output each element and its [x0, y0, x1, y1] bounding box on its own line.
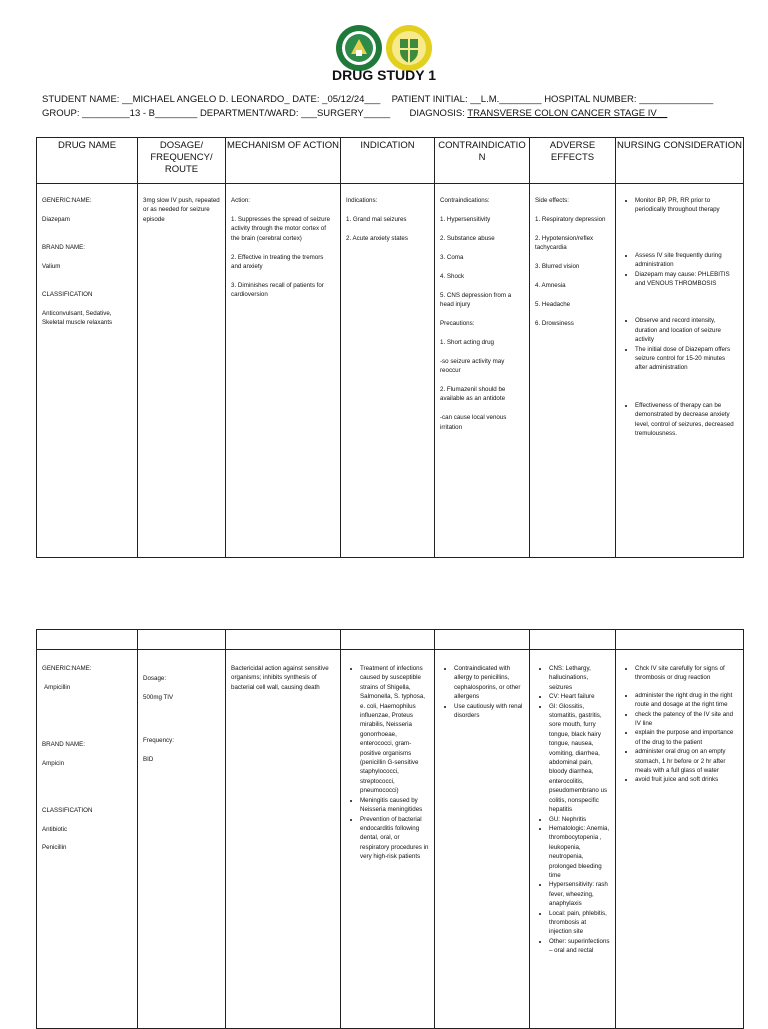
info-row-1 [42, 94, 713, 105]
nursing-item: • explain the purpose and importance of the drug to the patient [635, 728, 738, 747]
brand-name-label: BRAND NAME: [42, 740, 85, 748]
school-logos [0, 24, 768, 72]
table-row-ampicillin [37, 650, 744, 1029]
indication-item: • Meningitis caused by Neisseria meningitides [360, 796, 429, 815]
dosage-value: 500mg TIV [143, 693, 174, 701]
classification-value: Antibiotic [42, 825, 68, 833]
generic-name-value: Diazepam [42, 215, 70, 223]
indication-cell [341, 650, 434, 866]
brand-name-label: BRAND NAME: [42, 243, 85, 251]
precautions-line: Precautions: [440, 319, 475, 327]
indication-item: • Treatment of infections caused by susceptible strains of Shigella, Salmonella, S. typhosa, e. coli, Haemophilus influenzae, Proteus mirabilis, Neisseria gonorrhoeae, enterococci, gram-positive organisms (penicillin G-sensitive staphylococci, streptococci, pneumococci) [360, 664, 429, 796]
classification-label: CLASSIFICATION [42, 290, 93, 298]
hospital-number-label: HOSPITAL NUMBER: [544, 94, 637, 105]
mechanism-text: Bactericidal action against sensitive organisms; inhibits synthesis of bacterial cell wall, causing death [231, 665, 329, 691]
contraindication-line: 5. CNS depression from a head injury [440, 291, 512, 308]
header-mechanism: MECHANISM OF ACTION [226, 138, 341, 184]
header-nursing-consideration: NURSING CONSIDERATION [616, 138, 744, 184]
group-value: _________13 - B________ [82, 108, 198, 119]
nursing-item: • Effectiveness of therapy can be demonstrated by decrease anxiety level, control of seizures, decreased tremulousness. [635, 401, 738, 439]
mechanism-line: Action: [231, 197, 250, 204]
hospital-number-value: ______________ [639, 94, 714, 105]
classification-value: Anticonvulsant, Sedative, Skeletal muscle relaxants [42, 309, 113, 326]
nursing-consideration-cell [616, 650, 743, 789]
header-contraindication: CONTRAINDICATIO N [435, 138, 530, 184]
nursing-item: • check the patency of the IV site and IV line [635, 710, 738, 729]
header-drug-name: DRUG NAME [37, 138, 138, 184]
classification-label: CLASSIFICATION [42, 806, 93, 814]
nursing-item: • Observe and record intensity, duration and location of seizure activity [635, 316, 738, 344]
dosage-cell [138, 650, 225, 778]
contraindication-line: 3. Coma [440, 253, 464, 261]
nursing-consideration-cell [616, 184, 743, 443]
generic-name-label: GENERIC:NAME: [42, 197, 92, 204]
header-dosage: DOSAGE/ FREQUENCY/ ROUTE [138, 138, 226, 184]
adverse-line: 2. Hypotension/reflex tachycardia [535, 234, 594, 252]
adverse-line: 3. Blurred vision [535, 263, 580, 271]
date-value: _05/12/24___ [322, 94, 381, 105]
precautions-line: 1. Short acting drug [440, 338, 495, 346]
adverse-line: 6. Drowsiness [535, 319, 574, 327]
precautions-line: -can cause local venous irritation [440, 414, 507, 431]
contraindication-cell [435, 650, 529, 724]
precautions-line: -so seizure activity may reoccur [440, 357, 505, 375]
nursing-item: • administer the right drug in the right route and dosage at the right time [635, 691, 738, 710]
student-name-value: __MICHAEL ANGELO D. LEONARDO_ [122, 94, 290, 105]
contraindication-line: 4. Shock [440, 272, 465, 280]
diagnosis-label: DIAGNOSIS: [409, 108, 465, 119]
diagnosis-value: TRANSVERSE COLON CANCER STAGE IV__ [467, 108, 668, 119]
page-title: DRUG STUDY 1 [332, 67, 436, 83]
empty-header-row [37, 630, 744, 650]
info-row-2 [42, 108, 667, 119]
group-label: GROUP: [42, 108, 80, 119]
nursing-item: • Diazepam may cause: PHLEBITIS and VENOUS THROMBOSIS [635, 270, 738, 289]
adverse-item: • GU: Nephritis [549, 815, 610, 824]
patient-initial-label: PATIENT INITIAL: [391, 94, 468, 105]
nursing-item: • administer oral drug on an empty stomach, 1 hr before or 2 hr after meals with a full glass of water [635, 747, 738, 775]
generic-name-label: GENERIC:NAME: [42, 665, 92, 672]
mechanism-line: 1. Suppresses the spread of seizure activity through the motor cortex of the brain (cerebral cortex) [231, 215, 331, 242]
brand-name-value: Ampicin [42, 759, 65, 767]
drug-name-cell [37, 650, 137, 866]
adverse-line: Side effects: [535, 197, 569, 204]
brand-name-value: Valium [42, 262, 61, 270]
adverse-effects-cell [530, 650, 615, 960]
contraindication-item: • Contraindicated with allergy to penicillins, cephalosporins, or other allergens [454, 664, 524, 702]
indication-line: 1. Grand mal seizures [346, 215, 407, 223]
university-seal-logo [335, 24, 383, 72]
nursing-item: • The initial dose of Diazepam offers seizure control for 15-20 minutes after administration [635, 345, 738, 373]
generic-name-value: Ampicillin [44, 683, 71, 691]
precautions-line: 2. Flumazenil should be available as an antidote [440, 385, 506, 403]
mechanism-line: 3. Diminishes recall of patients for cardioversion [231, 281, 324, 299]
indication-item: • Prevention of bacterial endocarditis following dental, oral, or respiratory procedures in very high-risk patients [360, 815, 429, 862]
adverse-line: 4. Amnesia [535, 282, 566, 290]
college-seal-logo [385, 24, 433, 72]
contraindication-line: 2. Substance abuse [440, 234, 495, 242]
drug-study-table-1 [36, 137, 744, 558]
adverse-item: • Other: superinfections – oral and rectal [549, 937, 610, 956]
nursing-item: • avoid fruit juice and soft drinks [635, 775, 738, 784]
department-label: DEPARTMENT/WARD: [199, 108, 299, 119]
indication-line: Indications: [346, 197, 378, 204]
date-label: DATE: [292, 94, 320, 105]
drug-name-cell [37, 184, 137, 341]
nursing-item: • Chck IV site carefully for signs of thrombosis or drug reaction [635, 664, 738, 683]
adverse-item: • GI: Glossitis, stomatitis, gastritis, sore mouth, furry tongue, black hairy tongue, nausea, vomiting, diarrhea, abdominal pain, bloody diarrhea, enterocolitis, pseudomembrano us colitis, nonspecific hepatitis [549, 702, 610, 815]
table-header-row [37, 138, 744, 184]
adverse-effects-cell [530, 184, 615, 342]
table-row-diazepam [37, 184, 744, 558]
mechanism-cell [226, 184, 340, 313]
drug-study-table-2 [36, 629, 744, 1029]
department-value: ___SURGERY_____ [301, 108, 391, 119]
adverse-item: • Hematologic: Anemia, thrombocytopenia , leukopenia, neutropenia, prolonged bleeding time [549, 824, 610, 880]
dosage-cell [138, 184, 225, 238]
contraindication-cell [435, 184, 529, 446]
classification-value: Penicillin [42, 844, 67, 852]
frequency-value: BID [143, 755, 154, 763]
adverse-line: 1. Respiratory depression [535, 215, 606, 223]
patient-initial-value: __L.M.________ [470, 94, 542, 105]
adverse-line: 5. Headache [535, 300, 571, 308]
dosage-label: Dosage: [143, 675, 167, 682]
adverse-item: • CV: Heart failure [549, 692, 610, 701]
contraindication-item: • Use cautiously with renal disorders [454, 702, 524, 721]
dosage-text: 3mg slow IV push, repeated or as needed for seizure episode [143, 197, 220, 223]
mechanism-line: 2. Effective in treating the tremors and anxiety [231, 253, 324, 271]
indication-line: 2. Acute anxiety states [346, 234, 408, 242]
contraindication-line: Contraindications: [440, 197, 490, 204]
student-name-label: STUDENT NAME: [42, 94, 120, 105]
nursing-item: • Monitor BP, PR, RR prior to periodically throughout therapy [635, 196, 738, 215]
contraindication-line: 1. Hypersensitivity [440, 215, 491, 223]
header-adverse-effects: ADVERSE EFFECTS [530, 138, 616, 184]
frequency-label: Frequency: [143, 736, 174, 744]
adverse-item: • Hypersensitivity: rash fever, wheezing, anaphylaxis [549, 880, 610, 908]
nursing-item: • Assess IV site frequently during administration [635, 251, 738, 270]
header-indication: INDICATION [341, 138, 435, 184]
indication-cell [341, 184, 434, 257]
adverse-item: • Local: pain, phlebitis, thrombosis at injection site [549, 909, 610, 937]
mechanism-cell [226, 650, 340, 706]
adverse-item: • CNS: Lethargy, hallucinations, seizures [549, 664, 610, 692]
